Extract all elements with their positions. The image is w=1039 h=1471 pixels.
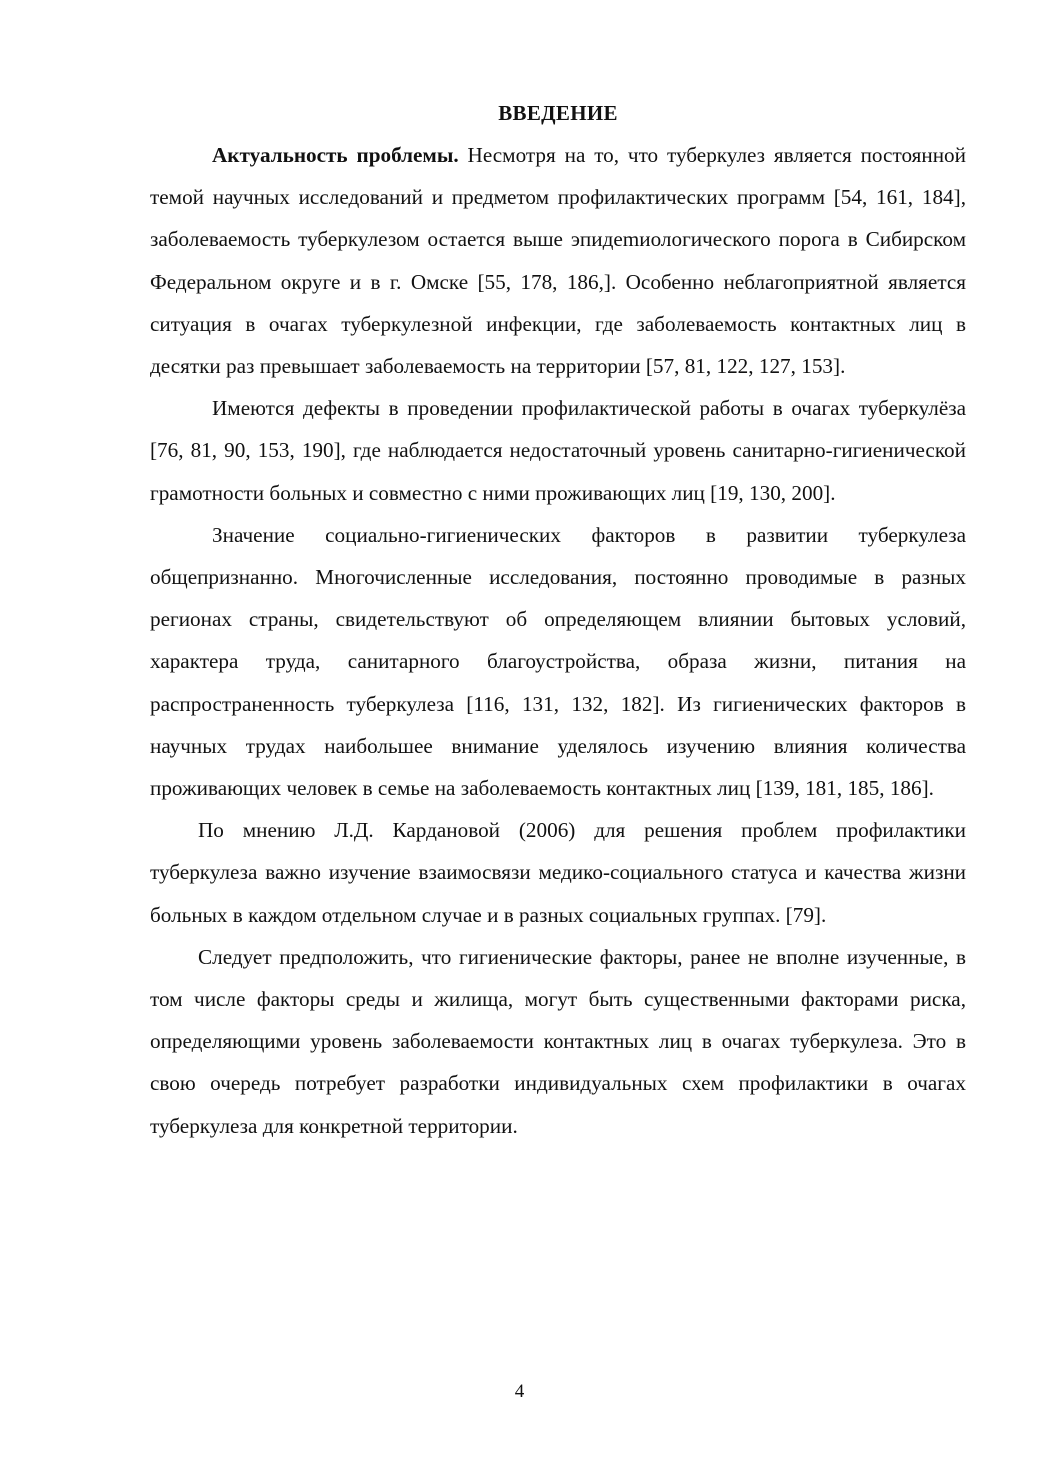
document-page — [150, 92, 966, 1147]
paragraph-text: Несмотря на то, что туберкулез является постоянной темой научных исследований и предметом профилактических программ [54, 161, 184], заболеваемость туберкулезом остается выше эпидеmиологического порога в Сибирском Федеральном округе и в г. Омске [55, 178, 186,]. Особенно неблагоприятной является ситуация в очагах туберкулезной инфекции, где заболеваемость контактных лиц в десятки раз превышает заболеваемость на территории [57, 81, 122, 127, 153]. — [150, 143, 966, 379]
paragraph-relevance — [150, 134, 966, 387]
paragraph-lead: Актуальность проблемы. — [212, 143, 459, 167]
page-number: 4 — [514, 1381, 525, 1402]
paragraph-defects: Имеются дефекты в проведении профилактической работы в очагах туберкулёза [76, 81, 90, 153, 190], где наблюдается недостаточный уровень санитарно-гигиенической грамотности больных и совместно с ними проживающих лиц [19, 130, 200]. — [150, 396, 966, 505]
paragraph-kardanova: По мнению Л.Д. Кардановой (2006) для решения проблем профилактики туберкулеза важно изучение взаимосвязи медико-социального статуса и качества жизни больных в каждом отдельном случае и в разных социальных группах. [79]. — [150, 818, 966, 927]
section-heading: ВВЕДЕНИЕ — [498, 101, 618, 125]
paragraph-hypothesis: Следует предположить, что гигиенические факторы, ранее не вполне изученные, в том числе факторы среды и жилища, могут быть существенными факторами риска, определяющими уровень заболеваемости контактных лиц в очагах туберкулеза. Это в свою очередь потребует разработки индивидуальных схем профилактики в очагах туберкулеза для конкретной территории. — [150, 944, 966, 1138]
paragraph-social-factors: Значение социально-гигиенических факторов в развитии туберкулеза общепризнанно. Многочисленные исследования, постоянно проводимые в разных регионах страны, свидетельствуют об определяющем влиянии бытовых условий, характера труда, санитарного благоустройства, образа жизни, питания на распространенность туберкулеза [116, 131, 132, 182]. Из гигиенических факторов в научных трудах наибольшее внимание уделялось изучению влияния количества проживающих человек в семье на заболеваемость контактных лиц [139, 181, 185, 186]. — [150, 522, 966, 801]
